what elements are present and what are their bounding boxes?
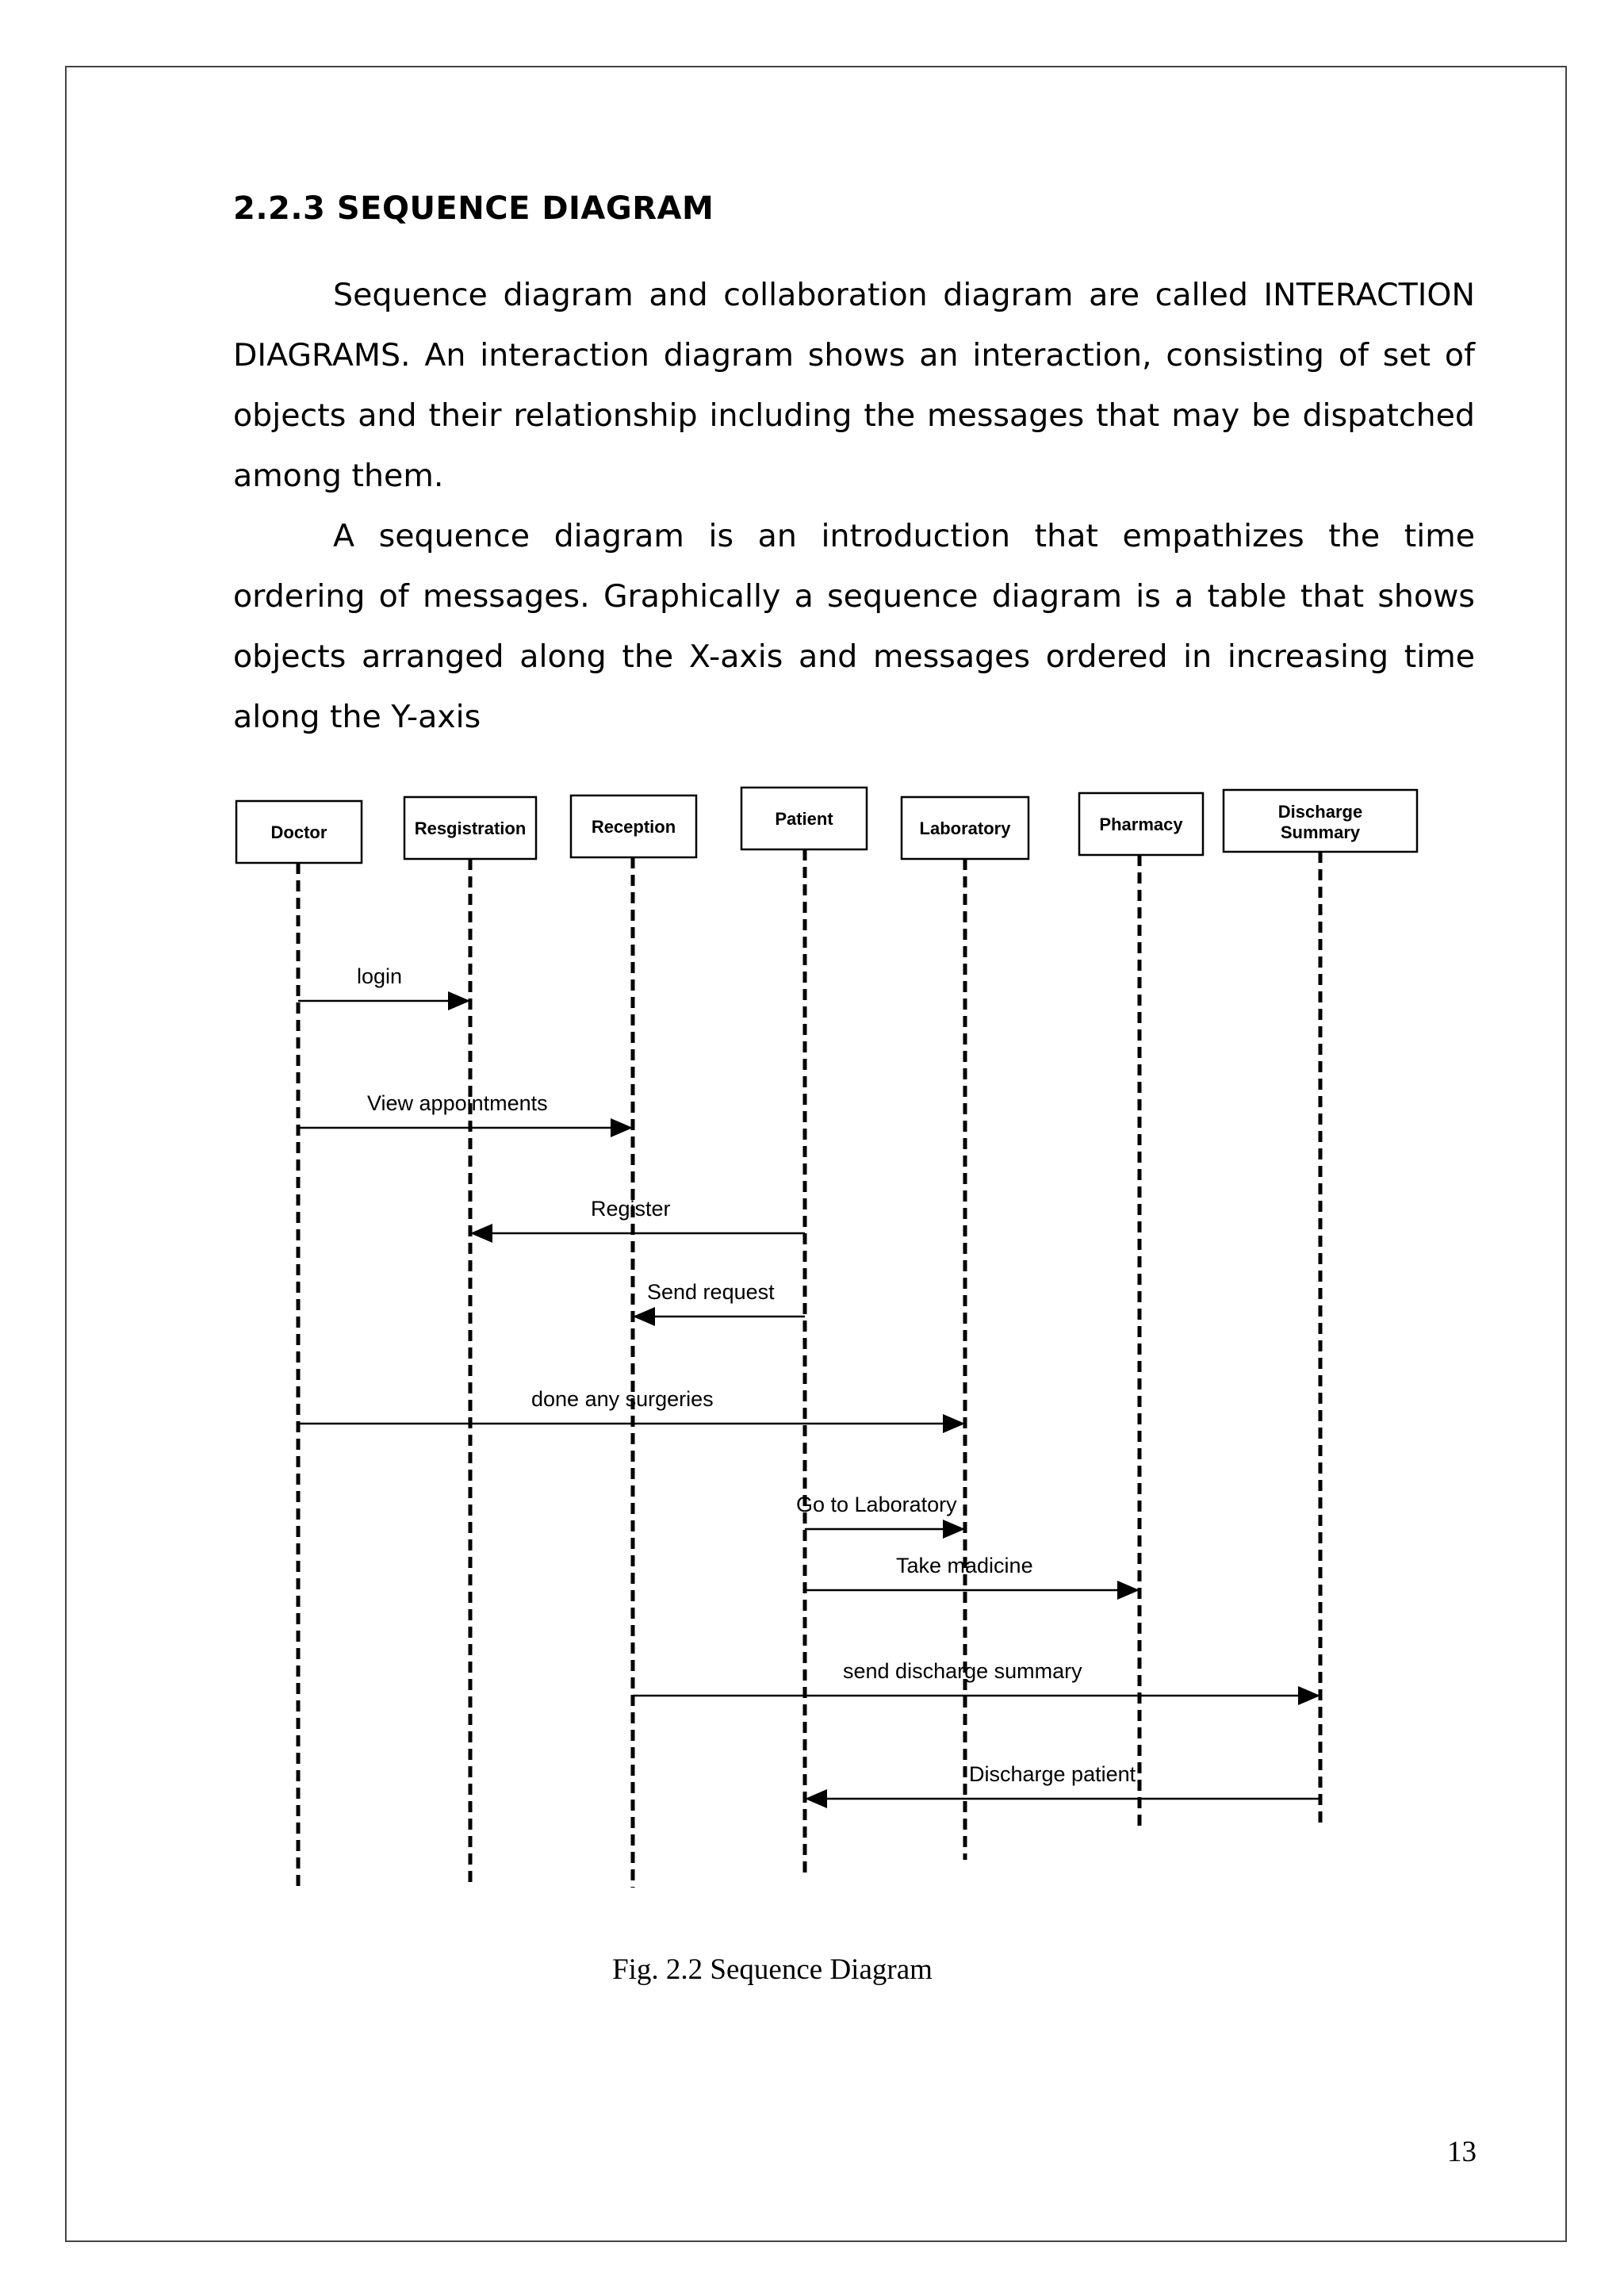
figure-caption-text: Fig. 2.2 Sequence Diagram: [612, 1953, 933, 1986]
section-heading: 2.2.3 SEQUENCE DIAGRAM: [233, 190, 714, 227]
lifeline-registration: [404, 797, 536, 1888]
message-arrowhead-7: [1117, 1581, 1139, 1600]
message-label-7: Take madicine: [896, 1554, 1033, 1577]
message-arrowhead-9: [805, 1789, 827, 1808]
figure-caption: [0, 1953, 1624, 1987]
lifeline-doctor: [236, 801, 362, 1892]
lifeline-label-doctor: Doctor: [270, 822, 327, 842]
paragraph-sequence-diagram: A sequence diagram is an introduction that empathizes the time ordering of messages. Graphically a sequence diagram is a table that shows objects arranged along the X-axis and messages ordered in increasing time along the Y-axis: [233, 518, 1475, 735]
lifelines: [236, 788, 1417, 1892]
lifeline-label-pharmacy: Pharmacy: [1099, 815, 1183, 834]
lifeline-label-reception: Reception: [591, 817, 676, 837]
lifeline-patient: [741, 788, 867, 1876]
message-arrowhead-1: [448, 991, 470, 1010]
message-arrowhead-2: [611, 1118, 633, 1137]
lifeline-label-patient: Patient: [775, 809, 833, 829]
message-label-9: Discharge patient: [969, 1762, 1136, 1786]
message-label-5: done any surgeries: [531, 1387, 714, 1411]
message-label-3: Register: [591, 1197, 671, 1221]
message-2: [298, 1091, 633, 1137]
message-arrowhead-6: [943, 1520, 965, 1539]
message-3: [470, 1197, 805, 1243]
lifeline-reception: [571, 795, 696, 1888]
message-7: [805, 1554, 1139, 1600]
message-1: [298, 964, 470, 1010]
messages: [298, 964, 1320, 1808]
lifeline-label-laboratory: Laboratory: [919, 818, 1011, 838]
message-arrowhead-3: [470, 1224, 492, 1243]
message-4: [633, 1280, 805, 1326]
message-6: [796, 1493, 965, 1539]
message-arrowhead-5: [943, 1414, 965, 1433]
lifeline-label-discharge-0: Discharge: [1277, 802, 1363, 822]
message-label-6: Go to Laboratory: [796, 1493, 957, 1516]
lifeline-label-registration: Resgistration: [414, 818, 527, 838]
message-label-2: View appointments: [367, 1091, 548, 1115]
page-number: 13: [1447, 2136, 1477, 2168]
lifeline-laboratory: [902, 797, 1028, 1860]
message-9: [805, 1762, 1320, 1808]
lifeline-label-discharge-1: Summary: [1280, 822, 1361, 842]
paragraph-interaction-diagrams: Sequence diagram and collaboration diagram are called INTERACTION DIAGRAMS. An interaction diagram shows an interaction, consisting of set of objects and their relationship including the messages that may be dispatched among them.: [233, 277, 1475, 494]
lifeline-pharmacy: [1079, 793, 1203, 1832]
message-arrowhead-8: [1298, 1686, 1320, 1705]
message-label-4: Send request: [647, 1280, 775, 1304]
message-arrowhead-4: [633, 1307, 655, 1326]
message-label-8: send discharge summary: [843, 1659, 1082, 1683]
message-8: [633, 1659, 1320, 1705]
lifeline-discharge: [1224, 790, 1417, 1828]
message-label-1: login: [357, 964, 403, 988]
